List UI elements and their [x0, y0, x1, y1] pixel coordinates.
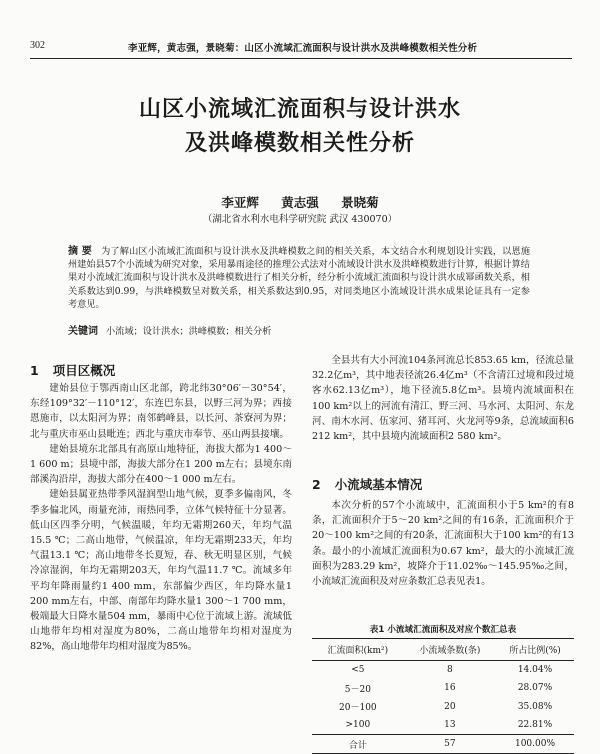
table-total-row [312, 735, 574, 754]
keywords [68, 322, 530, 337]
right-column-intro [312, 353, 574, 444]
table-cell-count: 57 [404, 735, 496, 754]
section-2-heading [312, 475, 422, 493]
section-1-heading [30, 361, 115, 379]
section-2-body [312, 498, 574, 589]
section-1-paragraph: 建始县境东北部具有高原山地特征，海拔大都为1 400～1 600 m；县境中部，海拔大部分在1 200 m左右；县境东南部溪沟沿岸，海拔大部分在400～1 000 m左右。 [30, 443, 292, 486]
abstract-text: 为了解山区小流域汇流面积与设计洪水及洪峰模数之间的相关关系，本文结合水利规划设计实践，以恩施州建始县57个小流域为研究对象，采用暴雨途径的推理公式法对小流域设计洪水及洪峰模数进行计算，根据计算结果对小流域汇流面积与设计洪水及洪峰模数进行了相关分析，经分析小流域汇流面积与设计洪水成幂函数关系，相关系数达到0.99，与洪峰模数呈对数关系，相关系数达到0.95，对同类地区小流域设计洪水成果论证具有一定参考意见。 [68, 246, 531, 310]
table-cell-count: 13 [444, 720, 456, 731]
header-rule [30, 58, 572, 59]
authors: 李亚辉 黄志强 景晓菊 [221, 195, 379, 210]
table-cell-area: >100 [345, 720, 371, 731]
section-2-title: 小流域基本情况 [334, 477, 423, 492]
abstract [68, 245, 530, 311]
table-cell-area: 合计 [312, 735, 404, 754]
table-row [312, 698, 574, 717]
section-1-paragraph: 建始县位于鄂西南山区北部，跨北纬30°06′－30°54′，东经109°32′－110°12′，东连巴东县，以野三河为界；西接恩施市，以太阳河为界；南邻鹤峰县，以长河、茶寮河为界；北与重庆市巫山县毗连；西北与重庆市奉节、巫山两县接壤。 [30, 383, 292, 440]
table-row [312, 716, 574, 735]
title-line-2: 及洪峰模数相关性分析 [184, 131, 415, 156]
running-head: 李亚辉，黄志强，景晓菊：山区小流域汇流面积与设计洪水及洪峰模数相关性分析 [128, 43, 478, 54]
table-header-cell: 所占比例(%) [496, 639, 574, 661]
table-cell-count: 8 [446, 665, 453, 676]
rivers-paragraph: 全县共有大小河流104条河流总长853.65 km，径流总量32.2亿m³，其中地表径流26.4亿m³（不含清江过境和段过境客水62.13亿m³），地下径流5.8亿m³。县境内流域面积在100 km²以上的河流有清江、野三河、马水河、太阳河、东龙河、南木水河、伍家河、猪耳河、火龙河等9条，总流域面积6 212 km²，其中县境内流域面积2 580 km²。 [312, 355, 574, 443]
table-1-caption: 表1 小流域汇流面积及对应个数汇总表 [369, 625, 517, 635]
table-header-cell: 小流域条数(条) [404, 639, 496, 661]
table-cell-count: 20 [444, 701, 456, 712]
keywords-label: 关键词 [68, 326, 98, 337]
table-1 [312, 638, 574, 754]
table-cell-area: 20－100 [339, 703, 377, 714]
section-1-number: 1 [30, 363, 39, 378]
table-header-row [312, 639, 574, 661]
table-cell-percent: 22.81% [517, 720, 553, 731]
section-2-number: 2 [312, 477, 321, 492]
table-cell-percent: 14.04% [517, 665, 553, 676]
table-cell-area: <5 [351, 665, 365, 676]
keywords-text: 小流域；设计洪水；洪峰模数；相关分析 [106, 326, 272, 337]
table-row [312, 661, 574, 680]
section-1-body [30, 381, 292, 655]
table-header-cell: 汇流面积(km²) [312, 639, 404, 661]
table-cell-area: 5－20 [344, 684, 371, 695]
title-line-1: 山区小流域汇流面积与设计洪水 [138, 97, 461, 122]
affiliation: （湖北省水利水电科学研究院 武汉 430070） [202, 214, 398, 225]
table-cell-percent: 35.08% [517, 701, 553, 712]
table-row [312, 679, 574, 698]
section-2-paragraph: 本次分析的57个小流域中，汇流面积小于5 km²的有8条，汇流面积介于5～20 km²之间的有16条，汇流面积介于20～100 km²之间的有20条，汇流面积大于100 km²的有13条。最小的小流域汇流面积为0.67 km²，最大的小流域汇流面积为283.29 km²，坡降介于11.02‰～145.95‰之间，小流域汇流面积及对应条数汇总表见表1。 [312, 500, 574, 588]
table-cell-percent: 100.00% [496, 735, 574, 754]
section-1-title: 项目区概况 [52, 363, 116, 378]
page-number: 302 [30, 40, 45, 51]
table-cell-percent: 28.07% [517, 683, 553, 694]
abstract-label: 摘 要 [68, 246, 92, 257]
table-cell-count: 16 [444, 683, 456, 694]
section-1-paragraph: 建始县属亚热带季风湿润型山地气候，夏季多偏南风，冬季多偏北风，雨量充沛，雨热同季，立体气候特征十分显著。低山区四季分明，气候温暖，年均无霜期260天，年均气温15.5 ℃；二高山地带，气候温凉，年均无霜期233天，年均气温13.1 ℃；高山地带冬长夏短，春、秋无明显区别，气候冷凉湿润，年均无霜期203天，年均气温11.7 ℃。流域多年平均年降雨量约1 400 mm，东部偏少西区，年均降水量1 200 mm左右，中部、南部年均降水量1 300～1 700 mm，极端最大日降水量504 mm，暴雨中心位于流域上游。流域低山地带年均相对湿度为80%，二高山地带年均相对湿度为82%，高山地带年均相对湿度为85%。 [30, 489, 292, 653]
